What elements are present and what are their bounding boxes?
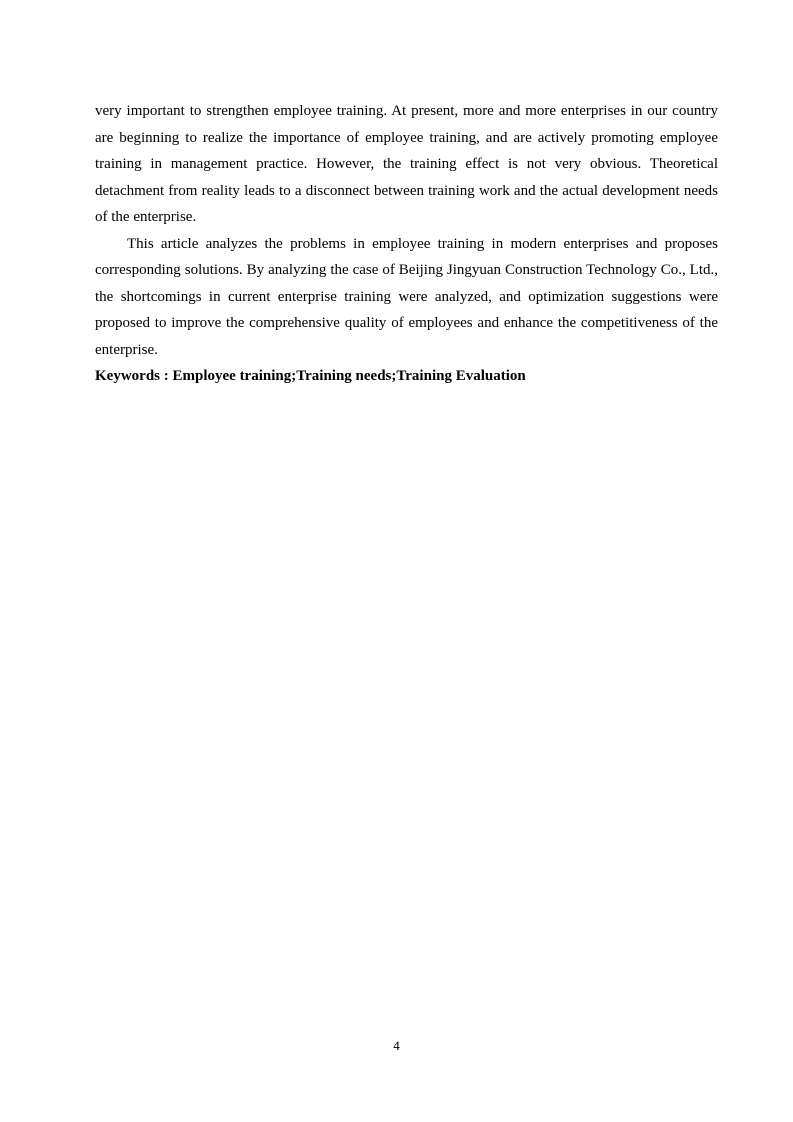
abstract-paragraph-continued: very important to strengthen employee training. At present, more and more enterprises in our country are beginning to realize the importance of employee training, and are actively promoting employee training in management practice. However, the training effect is not very obvious. Theoretical detachment from reality leads to a disconnect between training work and the actual development needs of the enterprise. <box>95 103 718 225</box>
abstract-body <box>95 98 718 390</box>
page-number: 4 <box>393 1038 400 1053</box>
abstract-paragraph: This article analyzes the problems in employee training in modern enterprises and proposes corresponding solutions. By analyzing the case of Beijing Jingyuan Construction Technology Co., Ltd., the shortcomings in current enterprise training were analyzed, and optimization suggestions were proposed to improve the comprehensive quality of employees and enhance the competitiveness of the enterprise. <box>95 235 718 358</box>
keywords-line: Keywords : Employee training;Training needs;Training Evaluation <box>95 368 526 384</box>
